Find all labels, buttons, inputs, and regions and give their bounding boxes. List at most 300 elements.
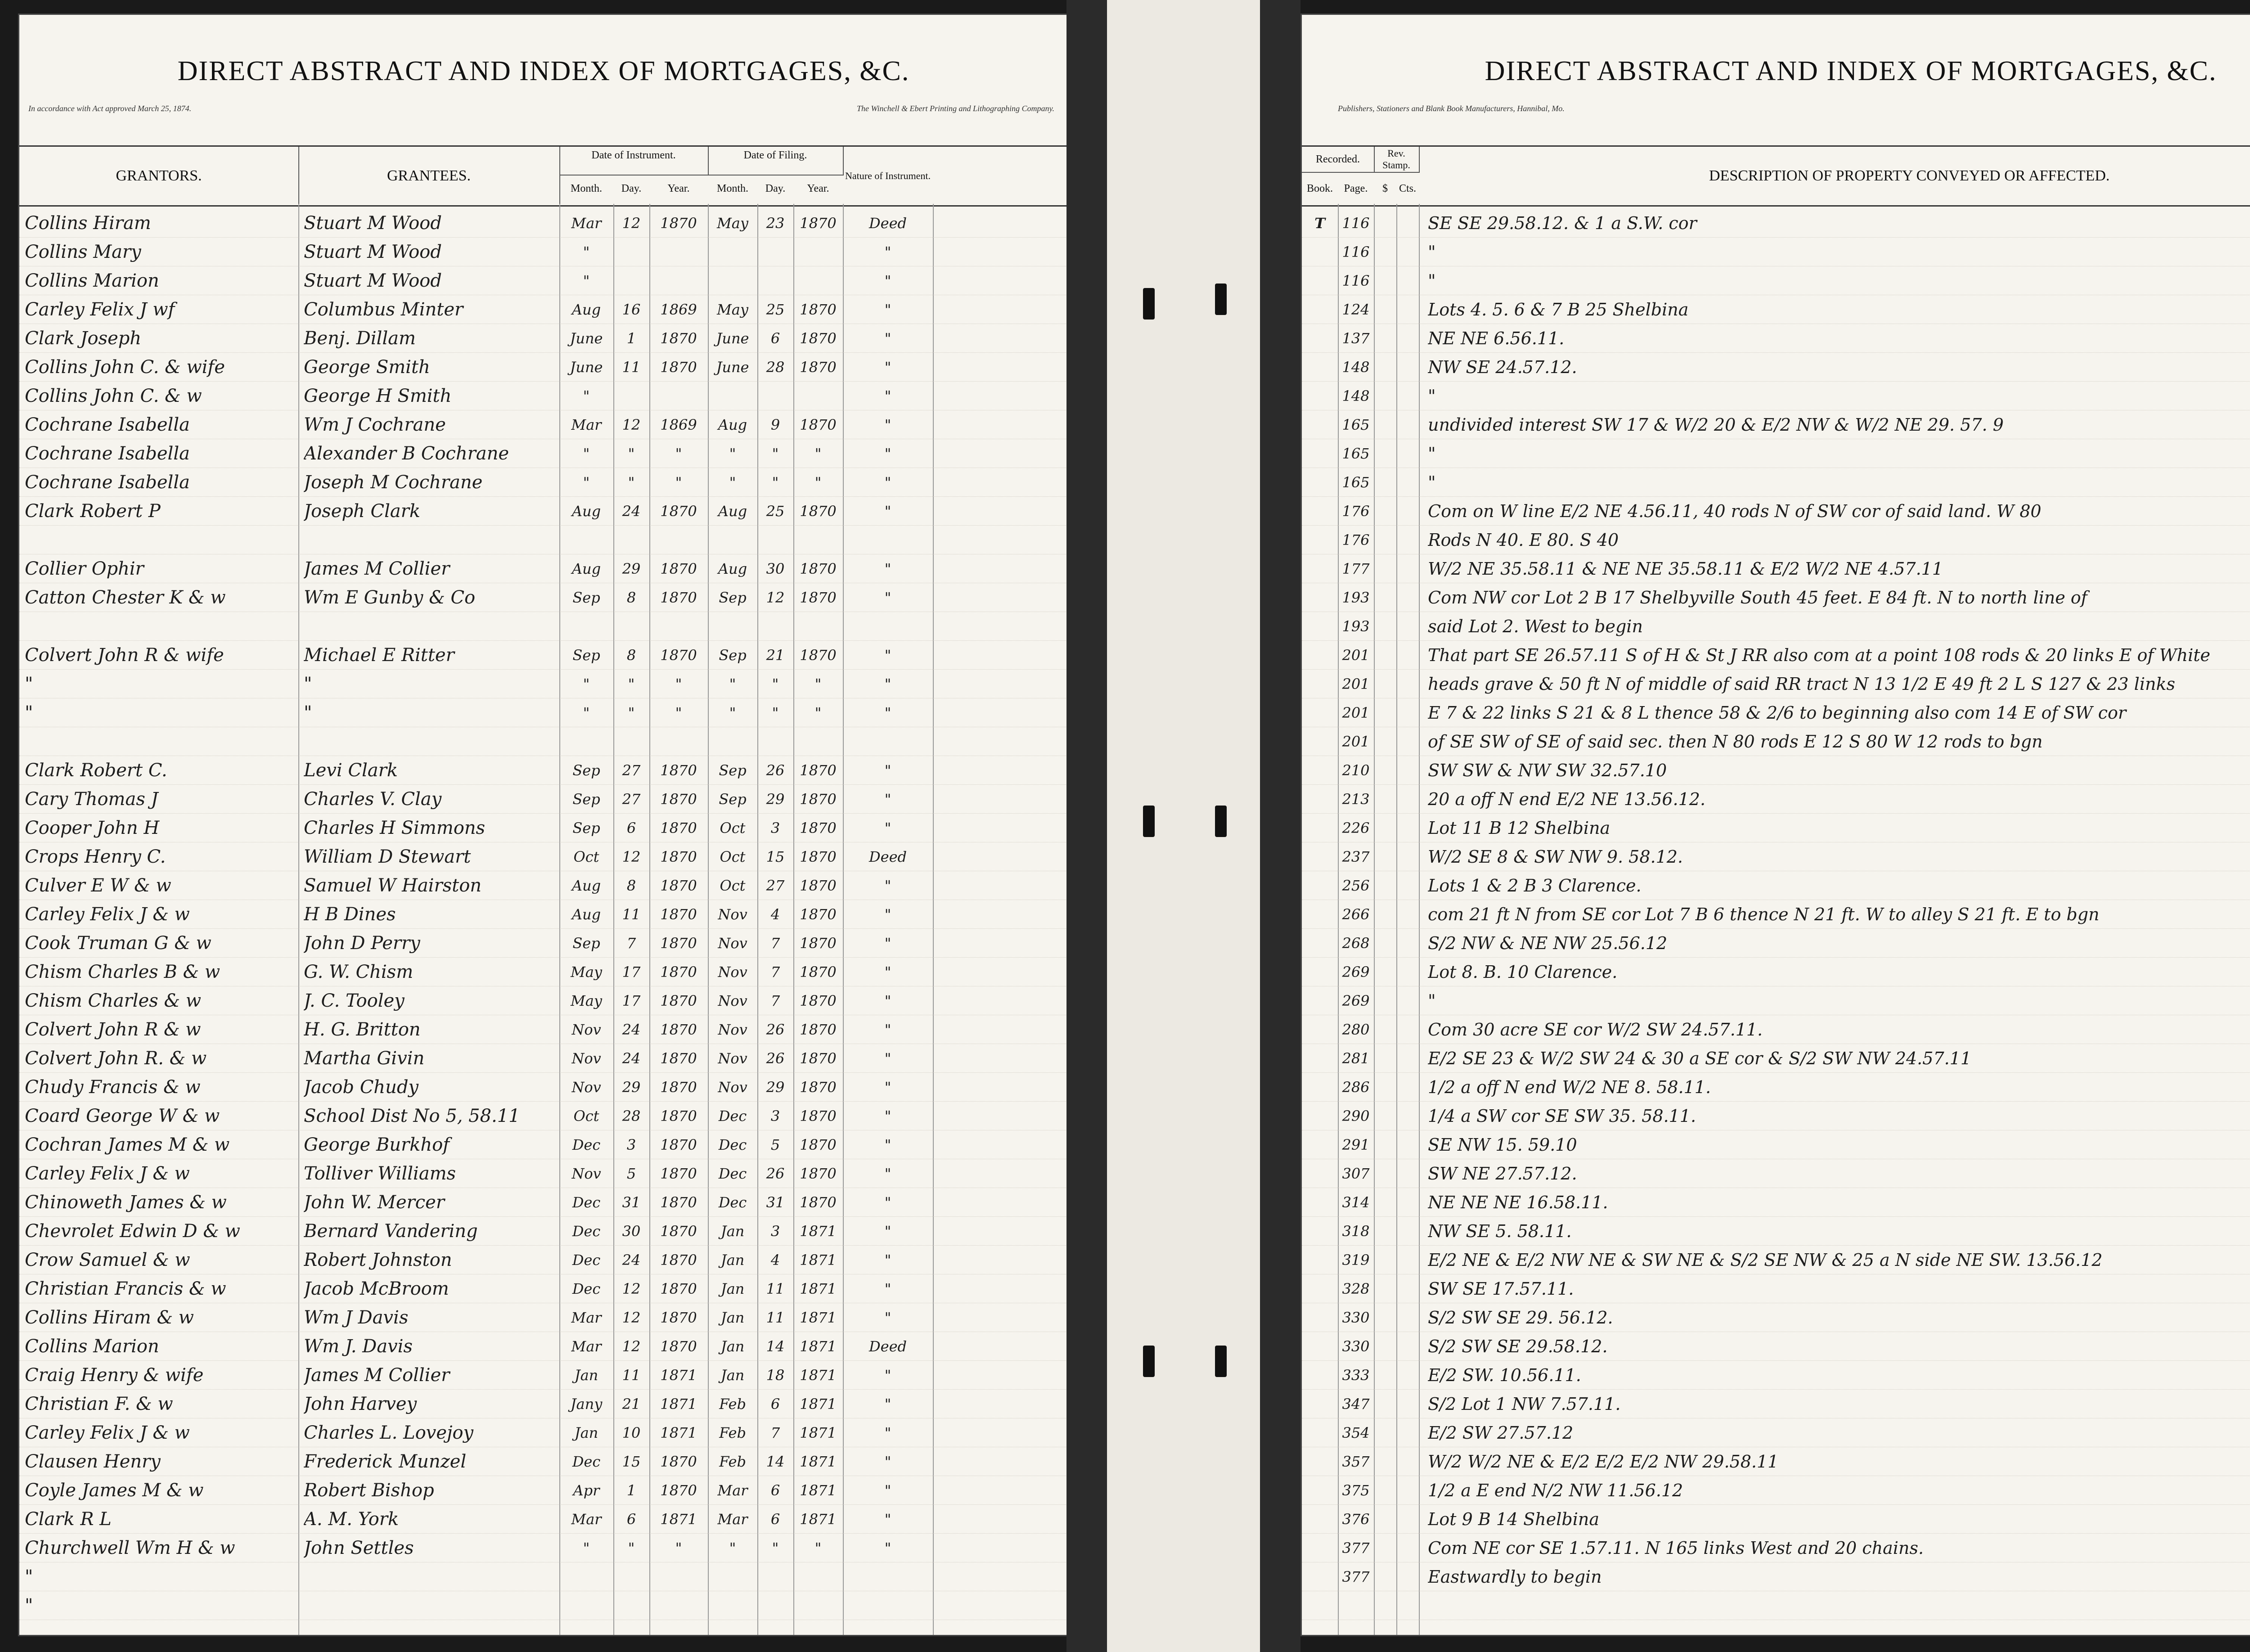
instrument-year: 1870 bbox=[660, 963, 697, 981]
page-number: 330 bbox=[1342, 1309, 1370, 1326]
instrument-year: 1870 bbox=[660, 1338, 697, 1355]
page-number: 290 bbox=[1342, 1107, 1370, 1125]
filing-month: June bbox=[716, 330, 749, 347]
nature-cell: " bbox=[884, 243, 891, 261]
filing-day: 26 bbox=[766, 1050, 785, 1067]
property-description: undivided interest SW 17 & W/2 20 & E/2 NW & W/2 NE 29. 57. 9 bbox=[1428, 415, 2004, 435]
nature-cell bbox=[843, 1564, 933, 1590]
nature-cell: " bbox=[884, 1194, 891, 1211]
instrument-day bbox=[613, 613, 649, 639]
nature-cell: " bbox=[884, 1251, 891, 1269]
table-row bbox=[19, 1418, 1068, 1447]
filing-day: 26 bbox=[766, 1165, 785, 1182]
filing-day: 7 bbox=[770, 963, 780, 981]
table-row bbox=[1302, 842, 2250, 871]
table-row bbox=[1302, 1591, 2250, 1620]
grantor-cell: Collins Marion bbox=[25, 1336, 159, 1357]
instrument-year: 1870 bbox=[660, 819, 697, 837]
page-number: 176 bbox=[1342, 503, 1370, 520]
instrument-day: 1 bbox=[626, 1482, 636, 1499]
table-row bbox=[1302, 784, 2250, 814]
page-number: 177 bbox=[1342, 560, 1370, 577]
filing-month: Jan bbox=[720, 1223, 745, 1240]
grantor-cell: Cochrane Isabella bbox=[25, 472, 190, 493]
filing-month: Nov bbox=[718, 1021, 747, 1038]
table-row bbox=[1302, 324, 2250, 353]
table-row bbox=[1302, 1360, 2250, 1390]
page-number: 116 bbox=[1342, 243, 1370, 261]
nature-cell: " bbox=[884, 1309, 891, 1326]
header-filing-year: Year. bbox=[807, 183, 829, 194]
filing-day: 6 bbox=[770, 1395, 780, 1413]
header-inst-month: Month. bbox=[570, 183, 602, 194]
filing-day: 6 bbox=[770, 1482, 780, 1499]
grantee-cell: Benj. Dillam bbox=[304, 328, 416, 349]
grantee-cell: Bernard Vandering bbox=[304, 1221, 478, 1242]
table-row bbox=[1302, 266, 2250, 295]
page-number: 357 bbox=[1342, 1453, 1370, 1470]
instrument-year: 1870 bbox=[660, 1107, 697, 1125]
header-rev-stamp: Rev. Stamp. bbox=[1374, 147, 1420, 173]
filing-day: " bbox=[772, 1539, 779, 1557]
grantee-cell: A. M. York bbox=[304, 1509, 399, 1530]
grantee-cell: John D Perry bbox=[304, 933, 420, 954]
grantor-cell bbox=[25, 729, 295, 755]
page-number: 354 bbox=[1342, 1424, 1370, 1441]
header-recorded: Recorded. bbox=[1302, 147, 1375, 173]
nature-cell: " bbox=[884, 1223, 891, 1240]
header-date-of-instrument: Date of Instrument. bbox=[559, 147, 709, 176]
filing-month: Feb bbox=[719, 1424, 746, 1441]
filing-month bbox=[708, 613, 757, 639]
grantor-cell: Clark Robert C. bbox=[25, 760, 167, 781]
grantor-cell: Collins Marion bbox=[25, 270, 159, 291]
grantor-cell: Cook Truman G & w bbox=[25, 933, 212, 954]
filing-year: 1871 bbox=[800, 1338, 837, 1355]
instrument-month bbox=[559, 1593, 613, 1619]
grantee-cell: Robert Bishop bbox=[304, 1480, 434, 1501]
header-filing-day: Day. bbox=[765, 183, 786, 194]
filing-year: 1870 bbox=[800, 1107, 837, 1125]
instrument-day: " bbox=[628, 675, 635, 693]
nature-cell: " bbox=[884, 762, 891, 779]
filing-day: 31 bbox=[766, 1194, 785, 1211]
page-number: 319 bbox=[1342, 1251, 1370, 1269]
page-number: 148 bbox=[1342, 359, 1370, 376]
property-description: NW SE 5. 58.11. bbox=[1428, 1221, 1572, 1241]
grantee-cell: Martha Givin bbox=[304, 1048, 425, 1069]
grantee-cell: Columbus Minter bbox=[304, 299, 464, 320]
instrument-month bbox=[559, 527, 613, 553]
instrument-year bbox=[649, 527, 708, 553]
filing-month: Mar bbox=[717, 1482, 748, 1499]
page-number: 375 bbox=[1342, 1482, 1370, 1499]
grantor-cell: Chism Charles B & w bbox=[25, 962, 220, 982]
grantee-cell: Wm J Cochrane bbox=[304, 414, 446, 435]
table-row bbox=[1302, 1332, 2250, 1361]
instrument-month: Mar bbox=[571, 1338, 602, 1355]
page-number: 377 bbox=[1342, 1539, 1370, 1557]
grantor-cell: Carley Felix J & w bbox=[25, 1422, 190, 1443]
instrument-year: 1871 bbox=[660, 1424, 697, 1441]
table-row bbox=[19, 439, 1068, 468]
table-row bbox=[1302, 1159, 2250, 1188]
table-row bbox=[1302, 669, 2250, 698]
filing-year bbox=[793, 239, 843, 265]
instrument-day: 5 bbox=[626, 1165, 636, 1182]
table-row bbox=[19, 1130, 1068, 1159]
grantee-cell: " bbox=[304, 702, 312, 723]
grantee-cell: Charles V. Clay bbox=[304, 789, 442, 810]
table-row bbox=[1302, 1015, 2250, 1044]
instrument-day bbox=[613, 1593, 649, 1619]
property-description: Com NW cor Lot 2 B 17 Shelbyville South 45 feet. E 84 ft. N to north line of bbox=[1428, 588, 2088, 608]
filing-month: Feb bbox=[719, 1395, 746, 1413]
table-row bbox=[1302, 554, 2250, 583]
grantee-cell bbox=[304, 1593, 556, 1619]
page-number: 201 bbox=[1342, 704, 1370, 721]
table-row bbox=[19, 871, 1068, 900]
grantor-cell: Carley Felix J & w bbox=[25, 904, 190, 925]
filing-day bbox=[757, 729, 793, 755]
instrument-year: 1870 bbox=[660, 1453, 697, 1470]
instrument-day: 10 bbox=[622, 1424, 641, 1441]
filing-day: 25 bbox=[766, 301, 785, 318]
binding-hole bbox=[1143, 806, 1155, 837]
instrument-year bbox=[649, 729, 708, 755]
grantor-cell: Crow Samuel & w bbox=[25, 1250, 190, 1270]
table-row bbox=[1302, 1389, 2250, 1418]
property-description: SE SE 29.58.12. & 1 a S.W. cor bbox=[1428, 213, 1697, 233]
filing-month: June bbox=[716, 359, 749, 376]
header-inst-day: Day. bbox=[621, 183, 642, 194]
grantee-cell: George Smith bbox=[304, 357, 430, 378]
instrument-day: 21 bbox=[622, 1395, 641, 1413]
instrument-year: 1870 bbox=[660, 503, 697, 520]
filing-month: " bbox=[729, 474, 736, 491]
instrument-month: " bbox=[583, 675, 590, 693]
filing-day: 3 bbox=[770, 1107, 780, 1125]
grantor-cell: Clark R L bbox=[25, 1509, 112, 1530]
header-grantees: GRANTEES. bbox=[298, 147, 560, 205]
filing-day bbox=[757, 527, 793, 553]
property-description: " bbox=[1428, 242, 1436, 262]
right-header-row bbox=[1302, 145, 2250, 207]
grantee-cell: Robert Johnston bbox=[304, 1250, 452, 1270]
instrument-year: 1870 bbox=[660, 359, 697, 376]
grantor-cell: " bbox=[25, 674, 33, 694]
filing-day: 15 bbox=[766, 848, 785, 865]
nature-cell bbox=[843, 527, 933, 553]
page-number: 347 bbox=[1342, 1395, 1370, 1413]
instrument-year: 1870 bbox=[660, 762, 697, 779]
instrument-year: " bbox=[675, 474, 682, 491]
header-date-of-filing: Date of Filing. bbox=[708, 147, 844, 176]
table-row bbox=[19, 1562, 1068, 1591]
instrument-day: 6 bbox=[626, 1511, 636, 1528]
grantee-cell: Frederick Munzel bbox=[304, 1451, 467, 1472]
nature-cell: " bbox=[884, 387, 891, 405]
filing-year: 1870 bbox=[800, 359, 837, 376]
filing-day: 9 bbox=[770, 416, 780, 433]
filing-month: Feb bbox=[719, 1453, 746, 1470]
instrument-year: 1870 bbox=[660, 877, 697, 894]
grantor-cell bbox=[25, 613, 295, 639]
filing-year: 1870 bbox=[800, 330, 837, 347]
filing-year: 1870 bbox=[800, 1194, 837, 1211]
filing-year: 1870 bbox=[800, 877, 837, 894]
instrument-month: Dec bbox=[572, 1136, 601, 1153]
page-number: 377 bbox=[1342, 1568, 1370, 1585]
nature-cell: " bbox=[884, 647, 891, 664]
grantee-cell: John Settles bbox=[304, 1538, 414, 1558]
property-description: com 21 ft N from SE cor Lot 7 B 6 thence N 21 ft. W to alley S 21 ft. E to bgn bbox=[1428, 905, 2100, 924]
property-description: Eastwardly to begin bbox=[1428, 1567, 1602, 1587]
instrument-day: 24 bbox=[622, 1021, 641, 1038]
instrument-year: 1870 bbox=[660, 560, 697, 577]
grantee-cell bbox=[304, 613, 556, 639]
filing-year: 1870 bbox=[800, 215, 837, 232]
table-row bbox=[19, 324, 1068, 353]
page-number: 137 bbox=[1342, 330, 1370, 347]
table-row bbox=[19, 468, 1068, 497]
filing-month: Nov bbox=[718, 1079, 747, 1096]
property-description: 20 a off N end E/2 NE 13.56.12. bbox=[1428, 789, 1706, 809]
property-description: said Lot 2. West to begin bbox=[1428, 617, 1643, 636]
instrument-month: Dec bbox=[572, 1194, 601, 1211]
filing-month bbox=[708, 1593, 757, 1619]
instrument-month: Aug bbox=[572, 906, 601, 923]
grantor-cell: Collins Hiram bbox=[25, 213, 151, 234]
page-number: 165 bbox=[1342, 474, 1370, 491]
grantor-cell: Collier Ophir bbox=[25, 558, 144, 579]
grantor-cell: Churchwell Wm H & w bbox=[25, 1538, 235, 1558]
property-description: " bbox=[1428, 991, 1436, 1011]
filing-month: " bbox=[729, 675, 736, 693]
filing-year: 1870 bbox=[800, 1165, 837, 1182]
nature-cell: " bbox=[884, 1367, 891, 1384]
instrument-year: 1870 bbox=[660, 330, 697, 347]
page-number: 193 bbox=[1342, 589, 1370, 606]
table-row bbox=[19, 842, 1068, 871]
table-row bbox=[1302, 208, 2250, 238]
filing-day: " bbox=[772, 704, 779, 721]
filing-month: Jan bbox=[720, 1309, 745, 1326]
grantor-cell: Chinoweth James & w bbox=[25, 1192, 227, 1213]
grantee-cell: James M Collier bbox=[304, 558, 450, 579]
instrument-day: 11 bbox=[622, 359, 641, 376]
nature-cell: " bbox=[884, 589, 891, 606]
filing-month: Aug bbox=[718, 416, 747, 433]
instrument-year: 1870 bbox=[660, 935, 697, 952]
property-description: Com NE cor SE 1.57.11. N 165 links West and 20 chains. bbox=[1428, 1538, 1924, 1558]
filing-year: 1870 bbox=[800, 906, 837, 923]
filing-year: 1871 bbox=[800, 1453, 837, 1470]
property-description: That part SE 26.57.11 S of H & St J RR also com at a point 108 rods & 20 links E of White bbox=[1428, 645, 2210, 665]
filing-day: 3 bbox=[770, 1223, 780, 1240]
filing-month: Dec bbox=[718, 1165, 747, 1182]
table-row bbox=[1302, 1245, 2250, 1274]
instrument-day bbox=[613, 729, 649, 755]
filing-day: 12 bbox=[766, 589, 785, 606]
filing-month: Mar bbox=[717, 1511, 748, 1528]
instrument-day: 17 bbox=[622, 963, 641, 981]
filing-year bbox=[793, 268, 843, 294]
table-row bbox=[19, 266, 1068, 295]
table-row bbox=[1302, 1101, 2250, 1130]
property-description: Lot 11 B 12 Shelbina bbox=[1428, 818, 1611, 838]
filing-month: Nov bbox=[718, 935, 747, 952]
filing-year: 1870 bbox=[800, 935, 837, 952]
grantor-cell: Colvert John R. & w bbox=[25, 1048, 207, 1069]
grantor-cell bbox=[25, 527, 295, 553]
property-description: E/2 NE & E/2 NW NE & SW NE & S/2 SE NW & 25 a N side NE SW. 13.56.12 bbox=[1428, 1250, 2103, 1270]
grantor-cell: Chevrolet Edwin D & w bbox=[25, 1221, 240, 1242]
left-fine-print: In accordance with Act approved March 25, 1874. bbox=[28, 104, 192, 113]
instrument-year: 1870 bbox=[660, 1136, 697, 1153]
table-row bbox=[19, 496, 1068, 526]
grantee-cell: Wm E Gunby & Co bbox=[304, 587, 476, 608]
page-number: 213 bbox=[1342, 791, 1370, 808]
instrument-day bbox=[613, 383, 649, 409]
table-row bbox=[1302, 583, 2250, 612]
filing-month: Sep bbox=[719, 589, 747, 606]
nature-cell: " bbox=[884, 1079, 891, 1096]
property-description: heads grave & 50 ft N of middle of said RR tract N 13 1/2 E 49 ft 2 L S 127 & 23 links bbox=[1428, 674, 2175, 694]
grantor-cell: Clark Joseph bbox=[25, 328, 142, 349]
nature-cell bbox=[843, 613, 933, 639]
instrument-month: Aug bbox=[572, 877, 601, 894]
instrument-year: " bbox=[675, 445, 682, 462]
table-row bbox=[19, 381, 1068, 410]
filing-year: " bbox=[814, 445, 822, 462]
table-row bbox=[1302, 871, 2250, 900]
grantor-cell: Catton Chester K & w bbox=[25, 587, 226, 608]
filing-day: 21 bbox=[766, 647, 785, 664]
instrument-year: 1870 bbox=[660, 1165, 697, 1182]
right-page bbox=[1300, 14, 2250, 1636]
header-book: Book. bbox=[1306, 183, 1333, 194]
grantee-cell: Levi Clark bbox=[304, 760, 398, 781]
page-number: 165 bbox=[1342, 416, 1370, 433]
filing-day: 6 bbox=[770, 1511, 780, 1528]
grantee-cell: George Burkhof bbox=[304, 1134, 450, 1155]
instrument-month: Mar bbox=[571, 215, 602, 232]
table-row bbox=[19, 1303, 1068, 1332]
filing-month bbox=[708, 239, 757, 265]
instrument-month: Mar bbox=[571, 1511, 602, 1528]
page-number: 266 bbox=[1342, 906, 1370, 923]
table-row bbox=[19, 986, 1068, 1015]
instrument-month: Jan bbox=[574, 1424, 598, 1441]
instrument-day: 15 bbox=[622, 1453, 641, 1470]
table-row bbox=[19, 1274, 1068, 1303]
instrument-month: " bbox=[583, 272, 590, 289]
grantee-cell: Stuart M Wood bbox=[304, 242, 442, 262]
filing-month: Jan bbox=[720, 1280, 745, 1297]
filing-year: 1871 bbox=[800, 1482, 837, 1499]
property-description: W/2 SE 8 & SW NW 9. 58.12. bbox=[1428, 847, 1683, 867]
instrument-month: " bbox=[583, 474, 590, 491]
grantor-cell: Colvert John R & w bbox=[25, 1019, 201, 1040]
instrument-day: 3 bbox=[626, 1136, 636, 1153]
table-row bbox=[19, 1476, 1068, 1505]
filing-day: 28 bbox=[766, 359, 785, 376]
table-row bbox=[19, 1072, 1068, 1102]
table-row bbox=[19, 1245, 1068, 1274]
filing-month: May bbox=[717, 215, 748, 232]
instrument-day: 8 bbox=[626, 589, 636, 606]
table-row bbox=[19, 1447, 1068, 1476]
grantor-cell: " bbox=[25, 1595, 33, 1616]
instrument-year: 1870 bbox=[660, 1280, 697, 1297]
filing-year: 1870 bbox=[800, 963, 837, 981]
filing-year: 1871 bbox=[800, 1511, 837, 1528]
instrument-day bbox=[613, 527, 649, 553]
instrument-year bbox=[649, 268, 708, 294]
grantee-cell: Stuart M Wood bbox=[304, 270, 442, 291]
instrument-month: Oct bbox=[573, 1107, 599, 1125]
grantor-cell: Cary Thomas J bbox=[25, 789, 158, 810]
nature-cell: " bbox=[884, 1453, 891, 1470]
filing-month bbox=[708, 383, 757, 409]
nature-cell: Deed bbox=[868, 848, 907, 865]
grantee-cell: Jacob Chudy bbox=[304, 1077, 419, 1098]
filing-day: 29 bbox=[766, 1079, 785, 1096]
filing-month: Jan bbox=[720, 1338, 745, 1355]
instrument-month: " bbox=[583, 387, 590, 405]
filing-month: Dec bbox=[718, 1107, 747, 1125]
instrument-month: Nov bbox=[572, 1050, 601, 1067]
nature-cell: " bbox=[884, 1021, 891, 1038]
instrument-day: " bbox=[628, 704, 635, 721]
filing-day: 14 bbox=[766, 1453, 785, 1470]
page-number: 124 bbox=[1342, 301, 1370, 318]
instrument-day: 12 bbox=[622, 1280, 641, 1297]
instrument-month: Nov bbox=[572, 1165, 601, 1182]
table-row bbox=[19, 612, 1068, 641]
table-row bbox=[19, 583, 1068, 612]
filing-year: " bbox=[814, 675, 822, 693]
table-row bbox=[19, 1360, 1068, 1390]
instrument-day: 16 bbox=[622, 301, 641, 318]
header-description: DESCRIPTION OF PROPERTY CONVEYED OR AFFECTED. bbox=[1709, 167, 2110, 184]
instrument-year bbox=[649, 1593, 708, 1619]
instrument-year: 1870 bbox=[660, 791, 697, 808]
table-row bbox=[1302, 813, 2250, 842]
filing-day: 27 bbox=[766, 877, 785, 894]
grantor-cell: Colvert John R & wife bbox=[25, 645, 224, 666]
page-number: 330 bbox=[1342, 1338, 1370, 1355]
table-row bbox=[19, 1044, 1068, 1073]
grantor-cell: " bbox=[25, 1566, 33, 1587]
filing-day: 11 bbox=[766, 1309, 785, 1326]
instrument-month: Sep bbox=[572, 935, 600, 952]
page-number: 201 bbox=[1342, 647, 1370, 664]
filing-month: " bbox=[729, 1539, 736, 1557]
filing-month: Nov bbox=[718, 992, 747, 1009]
page-number: 148 bbox=[1342, 387, 1370, 405]
instrument-day: " bbox=[628, 445, 635, 462]
instrument-month: Jan bbox=[574, 1367, 598, 1384]
nature-cell: " bbox=[884, 675, 891, 693]
table-row bbox=[1302, 1533, 2250, 1562]
page-number: 165 bbox=[1342, 445, 1370, 462]
instrument-month: " bbox=[583, 704, 590, 721]
table-row bbox=[19, 554, 1068, 583]
property-description: SW SW & NW SW 32.57.10 bbox=[1428, 761, 1667, 780]
filing-day bbox=[757, 1593, 793, 1619]
